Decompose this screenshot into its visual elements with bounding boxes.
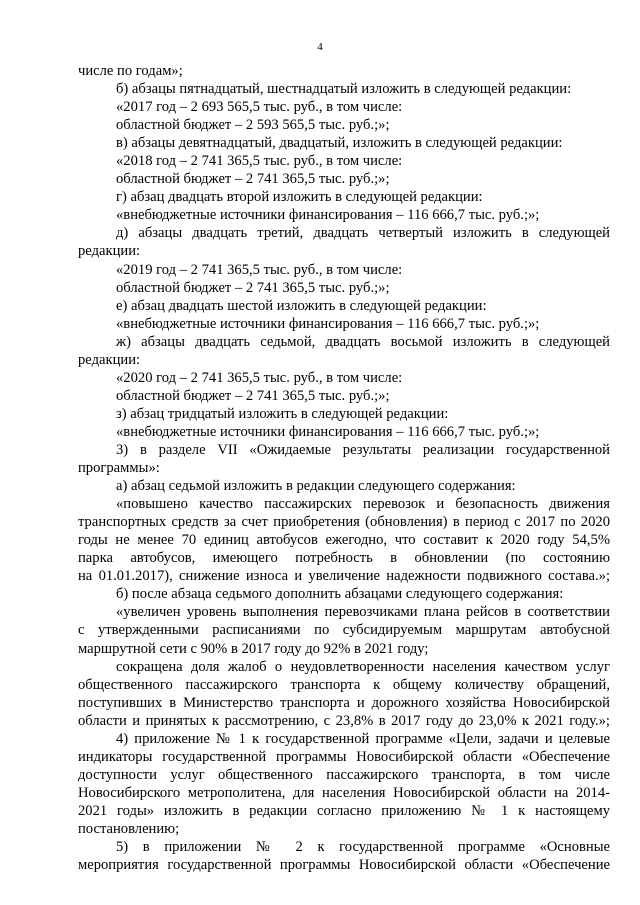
- text-line: 3) в разделе VII «Ожидаемые результаты реализации государственной: [116, 441, 610, 458]
- text-line: общественного пассажирского транспорта к общему количеству обращений,: [78, 676, 610, 693]
- text-line: сокращена доля жалоб о неудовлетворенности населения качеством услуг: [116, 658, 610, 675]
- text-line: «внебюджетные источники финансирования – 116 666,7 тыс. руб.;»;: [116, 315, 540, 332]
- text-line: 4) приложение № 1 к государственной программе «Цели, задачи и целевые: [116, 730, 610, 747]
- text-line: «2017 год – 2 693 565,5 тыс. руб., в том числе:: [116, 99, 403, 116]
- text-line: «внебюджетные источники финансирования – 116 666,7 тыс. руб.;»;: [116, 423, 540, 440]
- text-line: областной бюджет – 2 741 365,5 тыс. руб.;»;: [116, 171, 390, 188]
- text-line: «2020 год – 2 741 365,5 тыс. руб., в том числе:: [116, 369, 403, 386]
- page-number: 4: [317, 41, 323, 53]
- text-line: областной бюджет – 2 741 365,5 тыс. руб.;»;: [116, 279, 390, 296]
- text-line: е) абзац двадцать шестой изложить в следующей редакции:: [116, 297, 487, 314]
- text-line: индикаторы государственной программы Новосибирской области «Обеспечение: [78, 748, 610, 765]
- text-line: в) абзацы девятнадцатый, двадцатый, изложить в следующей редакции:: [116, 135, 563, 152]
- text-line: 2021 годы» изложить в редакции согласно приложению № 1 к настоящему: [78, 802, 610, 819]
- text-line: маршрутной сети с 90% в 2017 году до 92% в 2021 году;: [78, 640, 429, 657]
- text-line: «внебюджетные источники финансирования – 116 666,7 тыс. руб.;»;: [116, 207, 540, 224]
- text-line: з) абзац тридцатый изложить в следующей редакции:: [116, 405, 449, 422]
- text-line: «повышено качество пассажирских перевозок и безопасность движения: [116, 496, 610, 513]
- text-line: транспортных средств за счет приобретения (обновления) в период с 2017 по 2020: [78, 514, 610, 531]
- document-body: [78, 62, 610, 874]
- text-line: годы не менее 70 единиц автобусов ежегодно, что составит к 2020 году 54,5%: [78, 532, 610, 549]
- text-line: г) абзац двадцать второй изложить в следующей редакции:: [116, 189, 483, 206]
- text-line: мероприятия государственной программы Новосибирской области «Обеспечение: [78, 857, 610, 874]
- text-line: «2018 год – 2 741 365,5 тыс. руб., в том числе:: [116, 153, 403, 170]
- text-line: доступности услуг общественного пассажирского транспорта, в том числе: [78, 766, 610, 783]
- text-line: редакции:: [78, 243, 141, 260]
- text-line: б) после абзаца седьмого дополнить абзацами следующего содержания:: [116, 586, 564, 603]
- text-line: редакции:: [78, 351, 141, 368]
- text-line: «2019 год – 2 741 365,5 тыс. руб., в том числе:: [116, 261, 403, 278]
- text-line: с утвержденными расписаниями по субсидируемым маршрутам автобусной: [78, 622, 610, 639]
- text-line: поступивших в Министерство транспорта и дорожного хозяйства Новосибирской: [78, 694, 610, 711]
- text-line: парка автобусов, имеющего потребность в обновлении (по состоянию: [78, 550, 610, 567]
- text-line: 5) в приложении № 2 к государственной программе «Основные: [116, 839, 610, 856]
- text-line: числе по годам»;: [78, 63, 183, 79]
- text-line: области и принятых к рассмотрению, с 23,8% в 2017 году до 23,0% к 2021 году.»;: [78, 712, 610, 729]
- text-line: д) абзацы двадцать третий, двадцать четвертый изложить в следующей: [116, 225, 610, 242]
- text-line: постановлению;: [78, 820, 180, 837]
- text-line: б) абзацы пятнадцатый, шестнадцатый изложить в следующей редакции:: [116, 81, 572, 98]
- text-line: областной бюджет – 2 741 365,5 тыс. руб.;»;: [116, 387, 390, 404]
- text-line: областной бюджет – 2 593 565,5 тыс. руб.;»;: [116, 117, 390, 134]
- text-line: программы»:: [78, 460, 160, 477]
- text-line: на 01.01.2017), снижение износа и увеличение надежности подвижного состава.»;: [78, 568, 610, 585]
- text-line: Новосибирского метрополитена, для населения Новосибирской области на 2014-: [78, 784, 610, 801]
- text-line: а) абзац седьмой изложить в редакции следующего содержания:: [116, 478, 516, 495]
- text-line: ж) абзацы двадцать седьмой, двадцать восьмой изложить в следующей: [116, 333, 610, 350]
- text-line: «увеличен уровень выполнения перевозчиками плана рейсов в соответствии: [116, 604, 610, 621]
